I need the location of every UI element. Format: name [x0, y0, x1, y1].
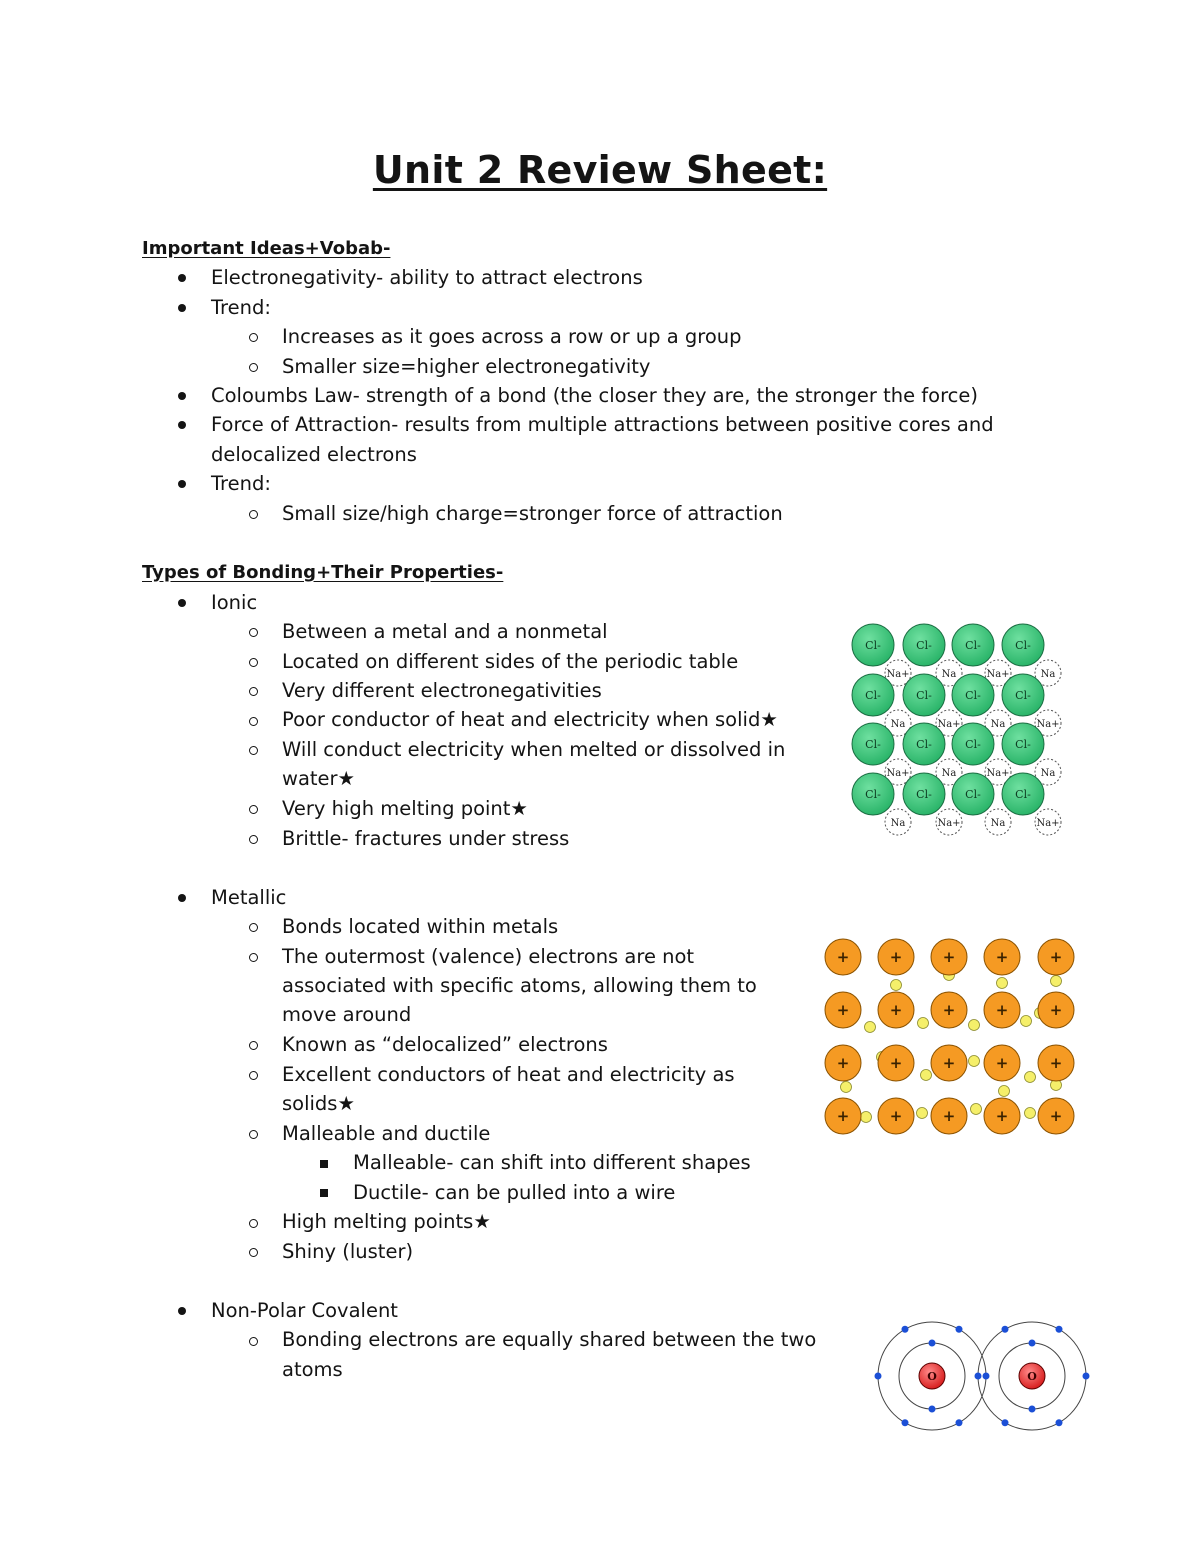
svg-text:Na+: Na+	[1036, 719, 1060, 730]
svg-text:Na: Na	[990, 818, 1006, 829]
svg-text:Cl-: Cl-	[865, 788, 881, 801]
svg-text:+: +	[1049, 1054, 1063, 1072]
delocalized-electron	[917, 1108, 928, 1119]
list-item: Small size/high charge=stronger force of attraction	[282, 502, 783, 525]
svg-text:Na+: Na+	[937, 818, 961, 829]
electron	[1056, 1326, 1063, 1333]
positive-core	[825, 1045, 861, 1081]
svg-text:+: +	[889, 1054, 903, 1072]
list-item: Between a metal and a nonmetal	[282, 620, 608, 643]
positive-core	[931, 939, 967, 975]
list-item: Shiny (luster)	[282, 1240, 414, 1263]
svg-text:Cl-: Cl-	[865, 689, 881, 702]
bullet	[178, 304, 186, 312]
svg-text:Cl-: Cl-	[965, 689, 981, 702]
positive-core	[931, 1098, 967, 1134]
svg-text:+: +	[995, 1107, 1009, 1125]
svg-text:+: +	[942, 1001, 956, 1019]
list-item: Smaller size=higher electronegativity	[282, 355, 651, 378]
svg-text:Na: Na	[1040, 768, 1056, 779]
list-item: Malleable and ductile	[282, 1122, 491, 1145]
bullet	[249, 923, 258, 932]
svg-text:Na+: Na+	[886, 669, 910, 680]
electron	[902, 1419, 909, 1426]
delocalized-electron	[1025, 1072, 1036, 1083]
positive-core	[1038, 1098, 1074, 1134]
delocalized-electron	[865, 1022, 876, 1033]
anion-cl	[1002, 723, 1044, 765]
svg-text:Na: Na	[990, 719, 1006, 730]
anion-cl	[952, 723, 994, 765]
delocalized-electron	[1051, 976, 1062, 987]
list-item: Electronegativity- ability to attract electrons	[211, 266, 643, 289]
anion-cl	[903, 723, 945, 765]
covalent-bond-diagram	[872, 1318, 1094, 1438]
svg-text:Cl-: Cl-	[1015, 639, 1031, 652]
delocalized-electron	[969, 1056, 980, 1067]
delocalized-electron	[861, 1112, 872, 1123]
svg-text:Na: Na	[1040, 669, 1056, 680]
svg-text:O: O	[1027, 1370, 1037, 1383]
bullet	[249, 1337, 258, 1346]
cation-na	[936, 809, 962, 835]
list-item: Trend:	[211, 472, 271, 495]
svg-text:Cl-: Cl-	[1015, 689, 1031, 702]
page-title: Unit 2 Review Sheet:	[372, 148, 828, 192]
svg-text:+: +	[889, 948, 903, 966]
electron	[983, 1373, 990, 1380]
svg-text:+: +	[1049, 1001, 1063, 1019]
list-item-continuation: delocalized electrons	[211, 443, 417, 466]
positive-core	[931, 992, 967, 1028]
electron	[902, 1326, 909, 1333]
metallic-bonding-diagram	[818, 935, 1080, 1140]
bullet	[320, 1160, 328, 1168]
svg-text:+: +	[889, 1001, 903, 1019]
svg-text:Cl-: Cl-	[1015, 738, 1031, 751]
list-item: High melting points★	[282, 1210, 491, 1233]
delocalized-electron	[918, 1018, 929, 1029]
anion-cl	[1002, 624, 1044, 666]
positive-core	[825, 1098, 861, 1134]
bullet	[249, 1071, 258, 1080]
list-item: Will conduct electricity when melted or dissolved in	[282, 738, 786, 761]
positive-core	[1038, 1045, 1074, 1081]
bullet	[178, 480, 186, 488]
list-item-continuation: water★	[282, 767, 356, 790]
anion-cl	[852, 674, 894, 716]
svg-text:Cl-: Cl-	[916, 689, 932, 702]
list-item: Force of Attraction- results from multiple attractions between positive cores and	[211, 413, 994, 436]
svg-text:+: +	[836, 1107, 850, 1125]
svg-text:Na+: Na+	[986, 768, 1010, 779]
section-heading-types-of-bonding: Types of Bonding+Their Properties-	[142, 562, 504, 583]
electron	[1002, 1419, 1009, 1426]
list-item: Trend:	[211, 296, 271, 319]
electron	[1029, 1406, 1036, 1413]
delocalized-electron	[971, 1104, 982, 1115]
electron	[929, 1406, 936, 1413]
positive-core	[825, 939, 861, 975]
svg-text:Cl-: Cl-	[965, 738, 981, 751]
svg-text:Na+: Na+	[986, 669, 1010, 680]
electron	[975, 1373, 982, 1380]
electron	[1029, 1340, 1036, 1347]
anion-cl	[903, 773, 945, 815]
bullet	[178, 599, 186, 607]
delocalized-electron	[1025, 1108, 1036, 1119]
list-item: Ductile- can be pulled into a wire	[353, 1181, 676, 1204]
svg-text:Na: Na	[941, 768, 957, 779]
svg-text:+: +	[942, 1054, 956, 1072]
svg-text:Na: Na	[890, 719, 906, 730]
svg-text:+: +	[1049, 948, 1063, 966]
positive-core	[1038, 939, 1074, 975]
oxygen-atom	[875, 1322, 990, 1430]
anion-cl	[852, 624, 894, 666]
positive-core	[878, 992, 914, 1028]
bullet	[249, 658, 258, 667]
svg-text:+: +	[1049, 1107, 1063, 1125]
list-item: Bonds located within metals	[282, 915, 559, 938]
positive-core	[984, 992, 1020, 1028]
delocalized-electron	[841, 1082, 852, 1093]
oxygen-atom	[975, 1322, 1090, 1430]
bullet	[249, 687, 258, 696]
list-item: Malleable- can shift into different shapes	[353, 1151, 751, 1174]
bullet	[249, 1041, 258, 1050]
bullet	[178, 421, 186, 429]
svg-text:Cl-: Cl-	[865, 738, 881, 751]
bullet	[249, 1130, 258, 1139]
svg-text:Cl-: Cl-	[865, 639, 881, 652]
positive-core	[878, 1045, 914, 1081]
svg-text:+: +	[995, 948, 1009, 966]
cation-na	[885, 809, 911, 835]
bullet	[249, 333, 258, 342]
list-item: Increases as it goes across a row or up a group	[282, 325, 742, 348]
bullet	[249, 363, 258, 372]
list-item-continuation: move around	[282, 1003, 412, 1026]
cation-na	[1035, 809, 1061, 835]
anion-cl	[1002, 773, 1044, 815]
delocalized-electron	[999, 1086, 1010, 1097]
bullet	[249, 717, 258, 726]
svg-text:+: +	[836, 1054, 850, 1072]
anion-cl	[952, 624, 994, 666]
svg-text:+: +	[942, 948, 956, 966]
list-item: Known as “delocalized” electrons	[282, 1033, 608, 1056]
list-item-continuation: solids★	[282, 1092, 355, 1115]
bullet	[178, 1307, 186, 1315]
positive-core	[984, 1098, 1020, 1134]
bullet	[249, 746, 258, 755]
bullet	[178, 274, 186, 282]
svg-text:Cl-: Cl-	[916, 788, 932, 801]
svg-text:Cl-: Cl-	[1015, 788, 1031, 801]
svg-text:Na: Na	[890, 818, 906, 829]
list-item: Very high melting point★	[282, 797, 528, 820]
electron	[1002, 1326, 1009, 1333]
svg-text:+: +	[995, 1001, 1009, 1019]
svg-text:+: +	[889, 1107, 903, 1125]
anion-cl	[952, 674, 994, 716]
list-item: Very different electronegativities	[282, 679, 602, 702]
svg-text:Cl-: Cl-	[916, 738, 932, 751]
anion-cl	[903, 674, 945, 716]
electron	[956, 1419, 963, 1426]
delocalized-electron	[969, 1020, 980, 1031]
bullet	[249, 628, 258, 637]
delocalized-electron	[1021, 1016, 1032, 1027]
delocalized-electron	[891, 980, 902, 991]
bullet	[249, 835, 258, 844]
bullet	[249, 953, 258, 962]
positive-core	[878, 1098, 914, 1134]
list-item-metallic: Metallic	[211, 886, 287, 909]
list-item: Brittle- fractures under stress	[282, 827, 570, 850]
bullet	[249, 510, 258, 519]
bullet	[249, 805, 258, 814]
ionic-lattice-diagram	[840, 615, 1070, 845]
bullet	[249, 1219, 258, 1228]
list-item: Poor conductor of heat and electricity when solid★	[282, 708, 778, 731]
list-item-continuation: associated with specific atoms, allowing them to	[282, 974, 757, 997]
electron	[1056, 1419, 1063, 1426]
anion-cl	[903, 624, 945, 666]
list-item-continuation: atoms	[282, 1358, 343, 1381]
svg-text:+: +	[836, 1001, 850, 1019]
electron	[956, 1326, 963, 1333]
positive-core	[931, 1045, 967, 1081]
list-item-ionic: Ionic	[211, 591, 258, 614]
svg-text:Cl-: Cl-	[965, 639, 981, 652]
positive-core	[984, 1045, 1020, 1081]
anion-cl	[952, 773, 994, 815]
svg-text:+: +	[942, 1107, 956, 1125]
delocalized-electron	[921, 1070, 932, 1081]
electron	[1083, 1373, 1090, 1380]
svg-text:Cl-: Cl-	[965, 788, 981, 801]
positive-core	[878, 939, 914, 975]
list-item: Coloumbs Law- strength of a bond (the closer they are, the stronger the force)	[211, 384, 979, 407]
positive-core	[1038, 992, 1074, 1028]
list-item: Bonding electrons are equally shared between the two	[282, 1328, 817, 1351]
list-item-nonpolar-covalent: Non-Polar Covalent	[211, 1299, 398, 1322]
anion-cl	[852, 723, 894, 765]
bullet	[249, 1248, 258, 1257]
list-item: Excellent conductors of heat and electricity as	[282, 1063, 735, 1086]
positive-core	[984, 939, 1020, 975]
anion-cl	[852, 773, 894, 815]
section-heading-important-ideas: Important Ideas+Vobab-	[142, 238, 391, 259]
svg-text:Na+: Na+	[937, 719, 961, 730]
electron	[875, 1373, 882, 1380]
svg-text:Na: Na	[941, 669, 957, 680]
svg-text:Na+: Na+	[1036, 818, 1060, 829]
bullet	[320, 1189, 328, 1197]
cation-na	[985, 809, 1011, 835]
svg-text:Cl-: Cl-	[916, 639, 932, 652]
list-item: Located on different sides of the periodic table	[282, 650, 739, 673]
electron	[929, 1340, 936, 1347]
positive-core	[825, 992, 861, 1028]
svg-text:+: +	[836, 948, 850, 966]
svg-text:O: O	[927, 1370, 937, 1383]
bullet	[178, 894, 186, 902]
list-item: The outermost (valence) electrons are not	[282, 945, 695, 968]
svg-text:Na+: Na+	[886, 768, 910, 779]
svg-text:+: +	[995, 1054, 1009, 1072]
bullet	[178, 392, 186, 400]
anion-cl	[1002, 674, 1044, 716]
delocalized-electron	[997, 978, 1008, 989]
